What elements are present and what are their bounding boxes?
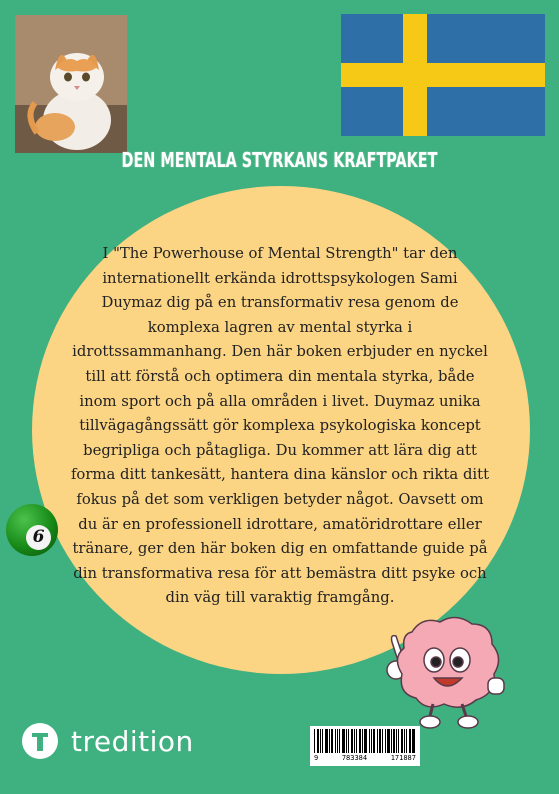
isbn-barcode (310, 726, 420, 766)
barcode-bar (379, 729, 381, 753)
barcode-bar (393, 729, 395, 753)
cat-photo (15, 15, 127, 153)
barcode-bar (387, 729, 390, 753)
barcode-bar (342, 729, 345, 753)
barcode-bar (362, 729, 363, 753)
barcode-bar (371, 729, 372, 753)
barcode-bar (314, 729, 315, 753)
barcode-bar (346, 729, 347, 753)
barcode-bar (322, 729, 323, 753)
publisher-logo (22, 723, 194, 759)
barcode-bar (325, 729, 328, 753)
barcode-bar (331, 729, 333, 753)
barcode-bar (385, 729, 386, 753)
cat-icon (15, 15, 127, 153)
barcode-bar (396, 729, 397, 753)
barcode-bar (356, 729, 357, 753)
barcode-bar (373, 729, 375, 753)
barcode-bar (401, 729, 403, 753)
tredition-logo-icon (22, 723, 58, 759)
barcode-bar (337, 729, 338, 753)
barcode-bar (364, 729, 367, 753)
barcode-bar (404, 729, 405, 753)
barcode-bar (317, 729, 319, 753)
barcode-bar (377, 729, 378, 753)
barcode-bar (348, 729, 349, 753)
barcode-bar (369, 729, 370, 753)
barcode-bar (335, 729, 336, 753)
barcode-bar (339, 729, 341, 753)
barcode-digit-3: 171887 (390, 754, 416, 762)
ball-number: 6 (26, 525, 51, 550)
barcode-bar (412, 729, 415, 753)
barcode-bar (382, 729, 383, 753)
back-cover-blurb: I "The Powerhouse of Mental Strength" tar den internationellt erkända idrottspsykologen Sami Duymaz dig på en transformativ resa genom de komplexa lagren av mental styrka i idrottssammanhang. Den här boken erbjuder en nyckel till att förstå och optimera din mentala styrka, både inom sport och på alla områden i livet. Duymaz unika tillvägagångssätt gör komplexa psykologiska koncept begripliga och påtagliga. Du kommer att lära dig att forma ditt tankesätt, hantera dina känslor och rikta ditt fokus på det som verkligen betyder något. Oavsett om du är en professionell idrottare, amatöridrottare eller tränare, ger den här boken dig en omfattande guide på din transformativa resa för att bemästra ditt psyke och din väg till varaktig framgång. (70, 245, 490, 607)
barcode-digit-1: 9 (314, 754, 319, 762)
barcode-bars (314, 729, 416, 753)
barcode-digits (314, 754, 416, 762)
barcode-bar (354, 729, 355, 753)
barcode-digit-2: 783384 (341, 754, 368, 762)
barcode-bar (329, 729, 330, 753)
barcode-bar (398, 729, 399, 753)
publisher-name: tredition (71, 724, 194, 758)
billiard-ball-icon (6, 504, 58, 556)
barcode-bar (406, 729, 407, 753)
swedish-flag (341, 14, 545, 136)
barcode-bar (359, 729, 361, 753)
flag-horizontal-stripe (341, 63, 545, 87)
cover-title: DEN MENTALA STYRKANS KRAFTPAKET (121, 148, 438, 172)
barcode-bar (351, 729, 353, 753)
barcode-bar (409, 729, 411, 753)
barcode-bar (391, 729, 392, 753)
barcode-bar (320, 729, 321, 753)
